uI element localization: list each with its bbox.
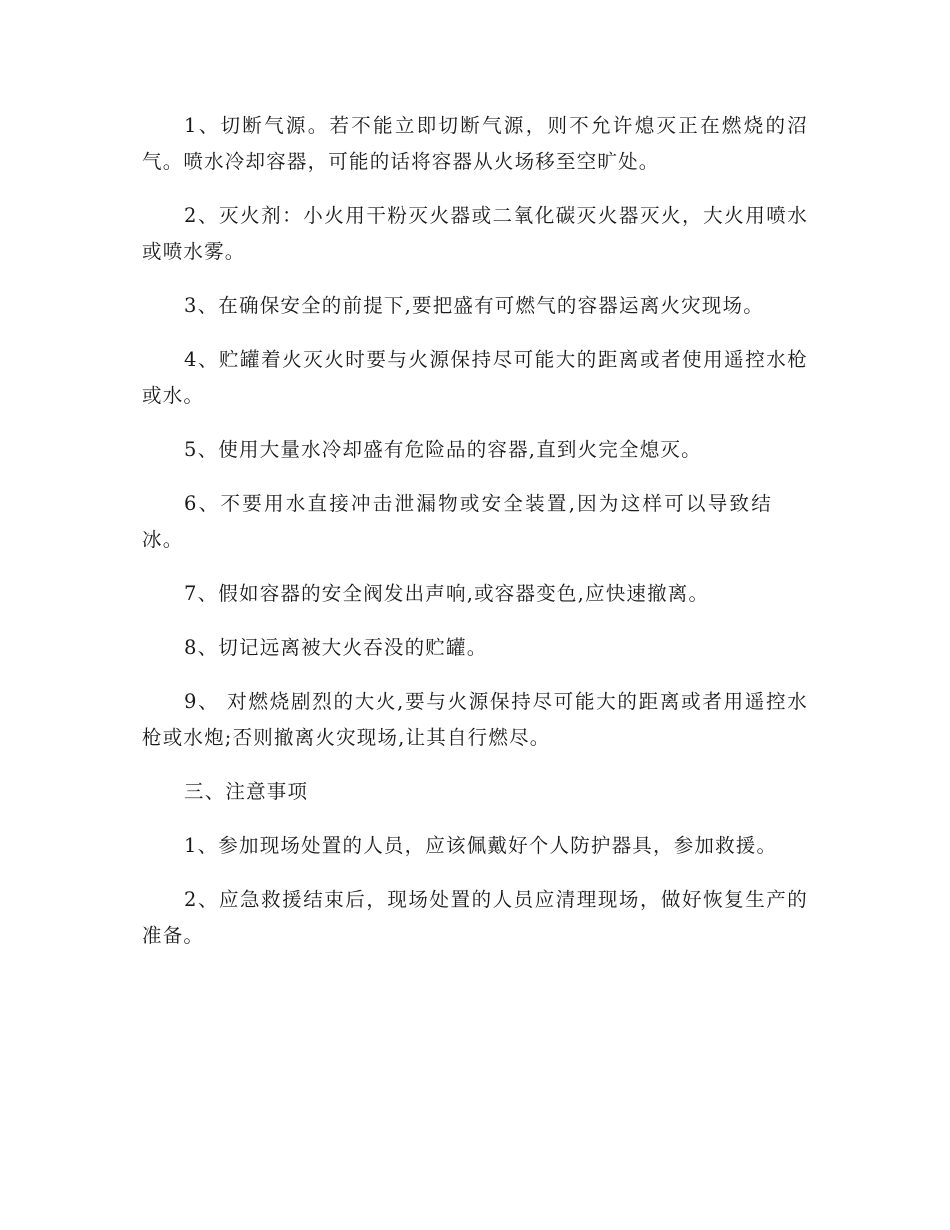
paragraph-3: 3、在确保安全的前提下,要把盛有可燃气的容器运离火灾现场。 [184,294,764,317]
paragraph-6: 6、不要用水直接冲击泄漏物或安全装置,因为这样可以导致结冰。 [142,492,772,551]
paragraph-11: 2、应急救援结束后，现场处置的人员应清理现场，做好恢复生产的准备。 [142,888,808,947]
paragraph-4: 4、贮罐着火灭火时要与火源保持尽可能大的距离或者使用遥控水枪或水。 [142,348,808,407]
paragraph-2: 2、灭火剂：小火用干粉灭火器或二氧化碳灭火器灭火，大火用喷水或喷水雾。 [142,204,808,263]
document-body [142,108,808,972]
paragraph-5: 5、使用大量水冷却盛有危险品的容器,直到火完全熄灭。 [184,438,702,461]
paragraph-7: 7、假如容器的安全阀发出声响,或容器变色,应快速撤离。 [184,582,710,605]
paragraph-8: 8、切记远离被大火吞没的贮罐。 [184,636,488,659]
paragraph-10: 1、参加现场处置的人员，应该佩戴好个人防护器具，参加救援。 [184,834,778,857]
section-heading: 三、注意事项 [184,780,309,803]
paragraph-9: 9、 对燃烧剧烈的大火,要与火源保持尽可能大的距离或者用遥控水枪或水炮;否则撤离火灾现场,让其自行燃尽。 [142,690,808,749]
paragraph-1: 1、切断气源。若不能立即切断气源，则不允许熄灭正在燃烧的沼气。喷水冷却容器，可能的话将容器从火场移至空旷处。 [142,114,808,173]
